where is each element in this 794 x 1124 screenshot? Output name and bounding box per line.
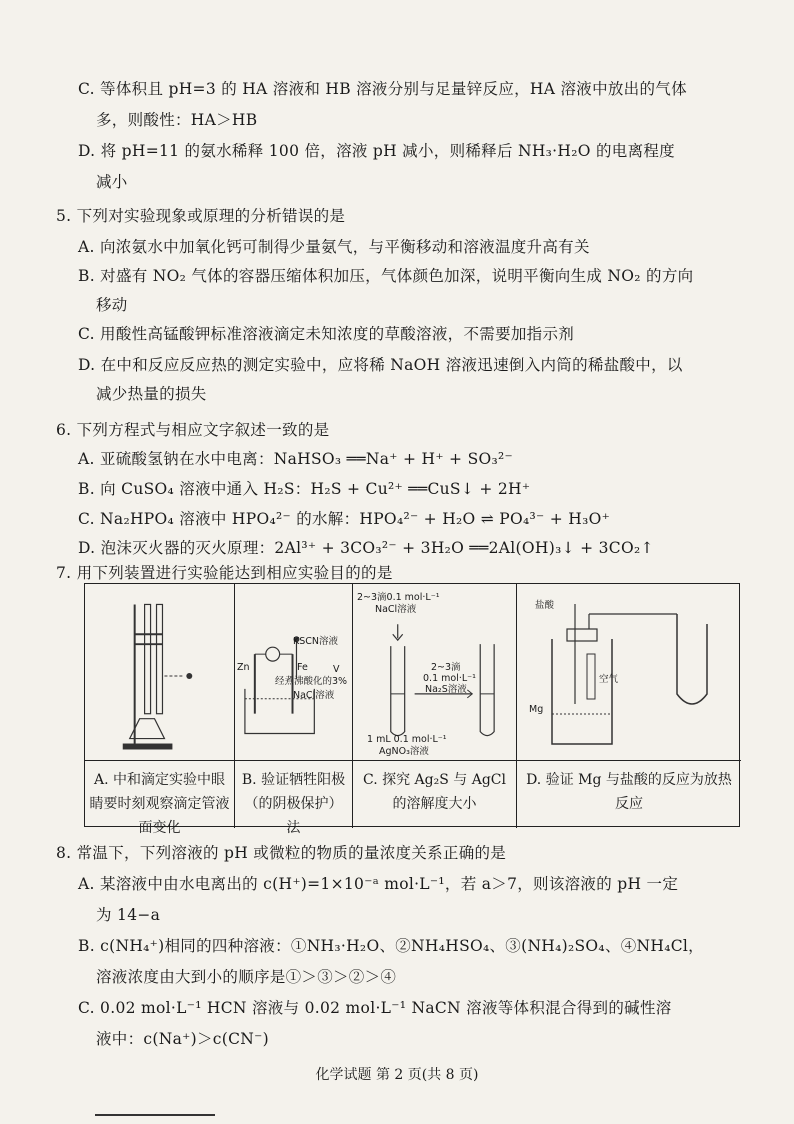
figure-caption-d: D. 验证 Mg 与盐酸的反应为放热反应 [526,772,732,812]
footer-rule [95,1114,215,1116]
label-c-drops: 2~3滴 [431,662,461,673]
text-line: 移动 [96,296,128,314]
label-d-mg: Mg [529,704,544,715]
text-line: C. 0.02 mol·L⁻¹ HCN 溶液与 0.02 mol·L⁻¹ NaCN 溶液等体积混合得到的碱性溶 [78,999,672,1017]
label-c-conc: 0.1 mol·L⁻¹ [423,673,476,684]
label-b-zn: Zn [237,662,250,673]
text-line: C. Na₂HPO₄ 溶液中 HPO₄²⁻ 的水解：HPO₄²⁻ + H₂O ⇌ PO₄³⁻ + H₃O⁺ [78,510,611,528]
figure-caption-a: A. 中和滴定实验中眼睛要时刻观察滴定管液面变化 [89,772,230,836]
text-line: D. 在中和反应反应热的测定实验中，应将稀 NaOH 溶液迅速倒入内筒的稀盐酸中，以 [78,356,683,374]
text-line: A. 某溶液中由水电离出的 c(H⁺)=1×10⁻ᵃ mol·L⁻¹，若 a＞7，则该溶液的 pH 一定 [78,875,679,893]
text-line: 多，则酸性：HA＞HB [96,111,258,129]
text-line: 7. 用下列装置进行实验能达到相应实验目的的是 [56,564,393,582]
text-line: A. 向浓氨水中加氧化钙可制得少量氨气，与平衡移动和溶液温度升高有关 [78,238,590,256]
label-b-acidified: 经煮沸酸化的3% [275,676,348,687]
label-b-kscn: KSCN溶液 [293,636,338,647]
text-line: B. 向 CuSO₄ 溶液中通入 H₂S：H₂S + Cu²⁺ ══CuS↓ + 2H⁺ [78,480,531,498]
figure-cell-d [517,584,741,828]
label-b-v: V [333,664,340,675]
figure-caption-c: C. 探究 Ag₂S 与 AgCl 的溶解度大小 [362,772,506,812]
text-line: 减小 [96,173,128,191]
text-line: 减少热量的损失 [96,385,207,403]
text-line: B. c(NH₄⁺)相同的四种溶液：①NH₃·H₂O、②NH₄HSO₄、③(NH₄)₂SO₄、④NH₄Cl， [78,937,704,955]
figure-cell-b [235,584,353,836]
label-c-nacl-drops: 2~3滴0.1 mol·L⁻¹ [357,592,440,603]
text-line: 5. 下列对实验现象或原理的分析错误的是 [56,207,346,225]
label-c-na2s: Na₂S溶液 [425,684,467,695]
label-b-fe: Fe [297,662,308,673]
label-c-nacl: NaCl溶液 [375,604,417,615]
text-line: 6. 下列方程式与相应文字叙述一致的是 [56,421,330,439]
titration-apparatus-image [85,584,234,760]
text-line: C. 等体积且 pH=3 的 HA 溶液和 HB 溶液分别与足量锌反应，HA 溶液中放出的气体 [78,80,687,98]
label-c-agno3: AgNO₃溶液 [379,746,429,757]
label-d-hcl: 盐酸 [535,600,555,611]
figure-cell-c [353,584,517,828]
text-line: A. 亚硫酸氢钠在水中电离：NaHSO₃ ══Na⁺ + H⁺ + SO₃²⁻ [78,450,513,468]
label-d-air: 空气 [599,674,619,685]
apparatus-figure-table [84,583,740,836]
figure-caption-b: B. 验证牺牲阳极（的阴极保护）法 [241,772,346,836]
text-line: 液中：c(Na⁺)＞c(CN⁻) [96,1030,269,1048]
figure-cell-a [85,584,235,836]
text-line: 8. 常温下，下列溶液的 pH 或微粒的物质的量浓度关系正确的是 [56,844,507,862]
label-c-agno3-amount: 1 mL 0.1 mol·L⁻¹ [367,734,447,745]
label-b-nacl: NaCl溶液 [293,690,335,701]
text-line: B. 对盛有 NO₂ 气体的容器压缩体积加压，气体颜色加深，说明平衡向生成 NO₂ 的方向 [78,267,694,285]
text-line: 为 14−a [96,906,161,924]
text-line: C. 用酸性高锰酸钾标准溶液滴定未知浓度的草酸溶液，不需要加指示剂 [78,325,575,343]
text-line: 溶液浓度由大到小的顺序是①＞③＞②＞④ [96,968,397,986]
text-line: D. 将 pH=11 的氨水稀释 100 倍，溶液 pH 减小，则稀释后 NH₃·H₂O 的电离程度 [78,142,675,160]
text-line: D. 泡沫灭火器的灭火原理：2Al³⁺ + 3CO₃²⁻ + 3H₂O ══2Al(OH)₃↓ + 3CO₂↑ [78,539,654,557]
page-footer: 化学试题 第 2 页(共 8 页) [315,1067,479,1083]
